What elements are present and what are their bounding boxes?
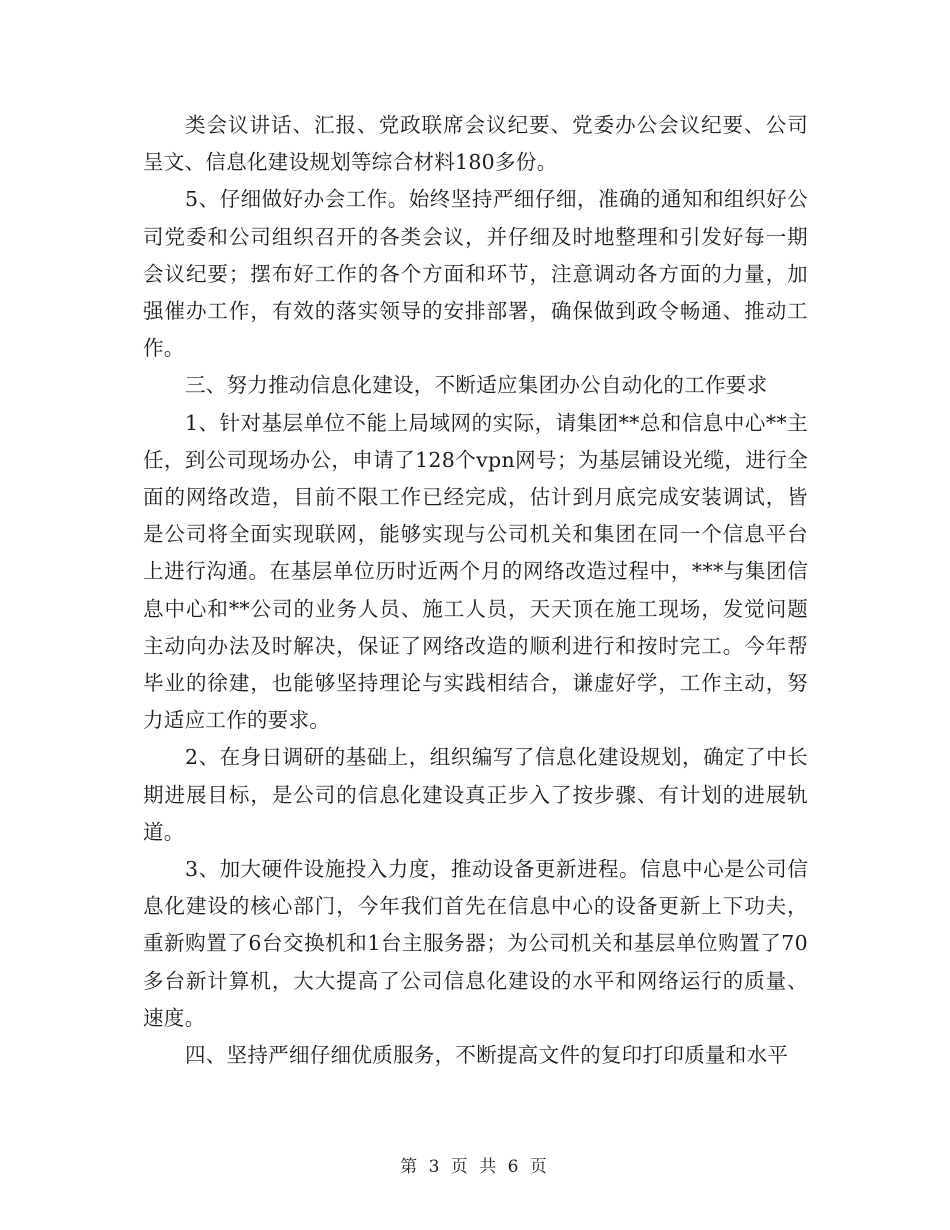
section-heading-printing-service: 四、坚持严细仔细优质服务，不断提高文件的复印打印质量和水平 <box>185 1043 789 1068</box>
section-heading-informatization: 三、努力推动信息化建设，不断适应集团办公自动化的工作要求 <box>185 373 768 398</box>
paragraph-planning: 2、在身日调研的基础上，组织编写了信息化建设规划，确定了中长期进展目标，是公司的信息化建设真正步入了按步骤、有计划的进展轨道。 <box>143 745 808 844</box>
document-body <box>143 107 808 1074</box>
paragraph-continued-materials: 类会议讲话、汇报、党政联席会议纪要、党委办公会议纪要、公司呈文、信息化建设规划等综合材料180多份。 <box>143 113 808 175</box>
paragraph-meeting-work: 5、仔细做好办会工作。始终坚持严细仔细，准确的通知和组织好公司党委和公司组织召开的各类会议，并仔细及时地整理和引发好每一期会议纪要；摆布好工作的各个方面和环节，注意调动各方面的力量，加强催办工作，有效的落实领导的安排部署，确保做到政令畅通、推动工作。 <box>143 187 808 361</box>
paragraph-network-renovation: 1、针对基层单位不能上局域网的实际，请集团**总和信息中心**主任，到公司现场办公，申请了128个vpn网号；为基层铺设光缆，进行全面的网络改造，目前不限工作已经完成，估计到月底完成安装调试，皆是公司将全面实现联网，能够实现与公司机关和集团在同一个信息平台上进行沟通。在基层单位历时近两个月的网络改造过程中，***与集团信息中心和**公司的业务人员、施工人员，天天顶在施工现场，发觉问题主动向办法及时解决，保证了网络改造的顺利进行和按时完工。今年帮毕业的徐建，也能够坚持理论与实践相结合，谦虚好学，工作主动，努力适应工作的要求。 <box>143 410 808 733</box>
paragraph-hardware-investment: 3、加大硬件设施投入力度，推动设备更新进程。信息中心是公司信息化建设的核心部门，今年我们首先在信息中心的设备更新上下功夫，重新购置了6台交换机和1台主服务器；为公司机关和基层单位购置了70多台新计算机，大大提高了公司信息化建设的水平和网络运行的质量、速度。 <box>143 857 808 1030</box>
page-number-footer: 第 3 页 共 6 页 <box>400 1157 550 1177</box>
